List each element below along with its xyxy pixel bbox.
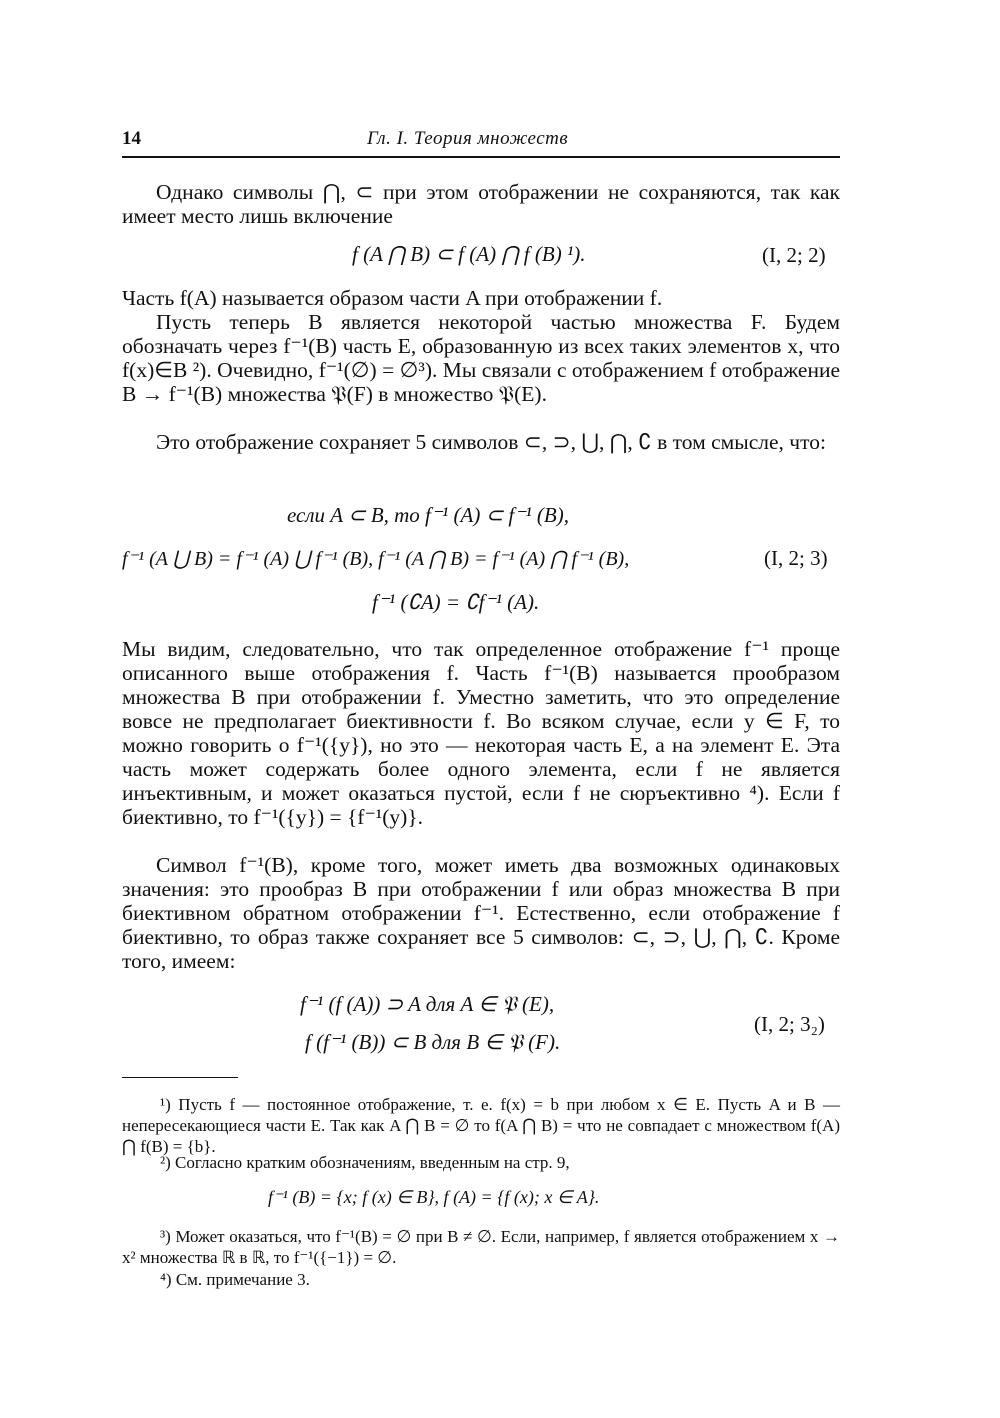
footnote-2-formula: f⁻¹ (B) = {x; f (x) ∈ B}, f (A) = {f (x); x ∈ A}.: [268, 1187, 600, 1207]
equation-2-line-2: f⁻¹ (A ⋃ B) = f⁻¹ (A) ⋃ f⁻¹ (B), f⁻¹ (A ⋂ B) = f⁻¹ (A) ⋂ f⁻¹ (B),: [122, 548, 630, 570]
page-number: 14: [122, 128, 141, 149]
equation-1-number: (I, 2; 2): [762, 243, 826, 267]
footnote-4: ⁴) См. примечание 3.: [160, 1270, 310, 1289]
equation-3-line-1: f⁻¹ (f (A)) ⊃ A для A ∈ 𝔓 (E),: [300, 992, 555, 1016]
equation-3-number: (I, 2; 3₂): [754, 1012, 825, 1036]
equation-2-line-1: если A ⊂ B, то f⁻¹ (A) ⊂ f⁻¹ (B),: [287, 503, 569, 527]
running-title: Гл. I. Теория множеств: [367, 128, 569, 149]
header-rule: [122, 156, 840, 158]
equation-3-line-2: f (f⁻¹ (B)) ⊂ B для B ∈ 𝔓 (F).: [305, 1030, 561, 1054]
paragraph-1: Однако символы ⋂, ⊂ при этом отображении не сохраняются, так как имеет место лишь включение: [122, 180, 840, 228]
footnote-2: ²) Согласно кратким обозначениям, введенным на стр. 9,: [160, 1153, 570, 1172]
equation-1: f (A ⋂ B) ⊂ f (A) ⋂ f (B) ¹).: [352, 242, 586, 266]
paragraph-4: Это отображение сохраняет 5 символов ⊂, ⊃, ⋃, ⋂, ∁ в том смысле, что:: [156, 430, 826, 454]
paragraph-3: Пусть теперь B является некоторой частью множества F. Будем обозначать через f⁻¹(B) часть E, образованную из всех таких элементов x, что f(x)∈B ²). Очевидно, f⁻¹(∅) = ∅³). Мы связали с отображением f отображение B → f⁻¹(B) множества 𝔓(F) в множество 𝔓(E).: [122, 310, 840, 406]
paragraph-5: Мы видим, следовательно, что так определенное отображение f⁻¹ проще описанного выше отображения f. Часть f⁻¹(B) называется прообразом множества B при отображении f. Уместно заметить, что это определение вовсе не предполагает биективности f. Во всяком случае, если y ∈ F, то можно говорить о f⁻¹({y}), но это — некоторая часть E, а на элемент E. Эта часть может содержать более одного элемента, если f не является инъективным, и может оказаться пустой, если f не сюръективно ⁴). Если f биективно, то f⁻¹({y}) = {f⁻¹(y)}.: [122, 637, 840, 829]
paragraph-2: Часть f(A) называется образом части A при отображении f.: [122, 286, 663, 310]
footnote-3: ³) Может оказаться, что f⁻¹(B) = ∅ при B ≠ ∅. Если, например, f является отображением x → x² множества ℝ в ℝ, то f⁻¹({−1}) = ∅.: [122, 1227, 840, 1267]
equation-2-number: (I, 2; 3): [764, 546, 828, 570]
footnote-1: ¹) Пусть f — постоянное отображение, т. е. f(x) = b при любом x ∈ E. Пусть A и B — непересекающиеся части E. Так как A ⋂ B = ∅ то f(A ⋂ B) = что не совпадает с множеством f(A) ⋂ f(B) = {b}.: [122, 1095, 840, 1156]
equation-2-line-3: f⁻¹ (∁A) = ∁f⁻¹ (A).: [372, 590, 540, 614]
footnote-rule: [122, 1077, 238, 1078]
page-header: [122, 124, 840, 154]
paragraph-6: Символ f⁻¹(B), кроме того, может иметь два возможных одинаковых значения: это прообраз B при отображении f или образ множества B при биективном обратном отображении f⁻¹. Естественно, если отображение f биективно, то образ также сохраняет все 5 символов: ⊂, ⊃, ⋃, ⋂, ∁. Кроме того, имеем:: [122, 853, 840, 973]
